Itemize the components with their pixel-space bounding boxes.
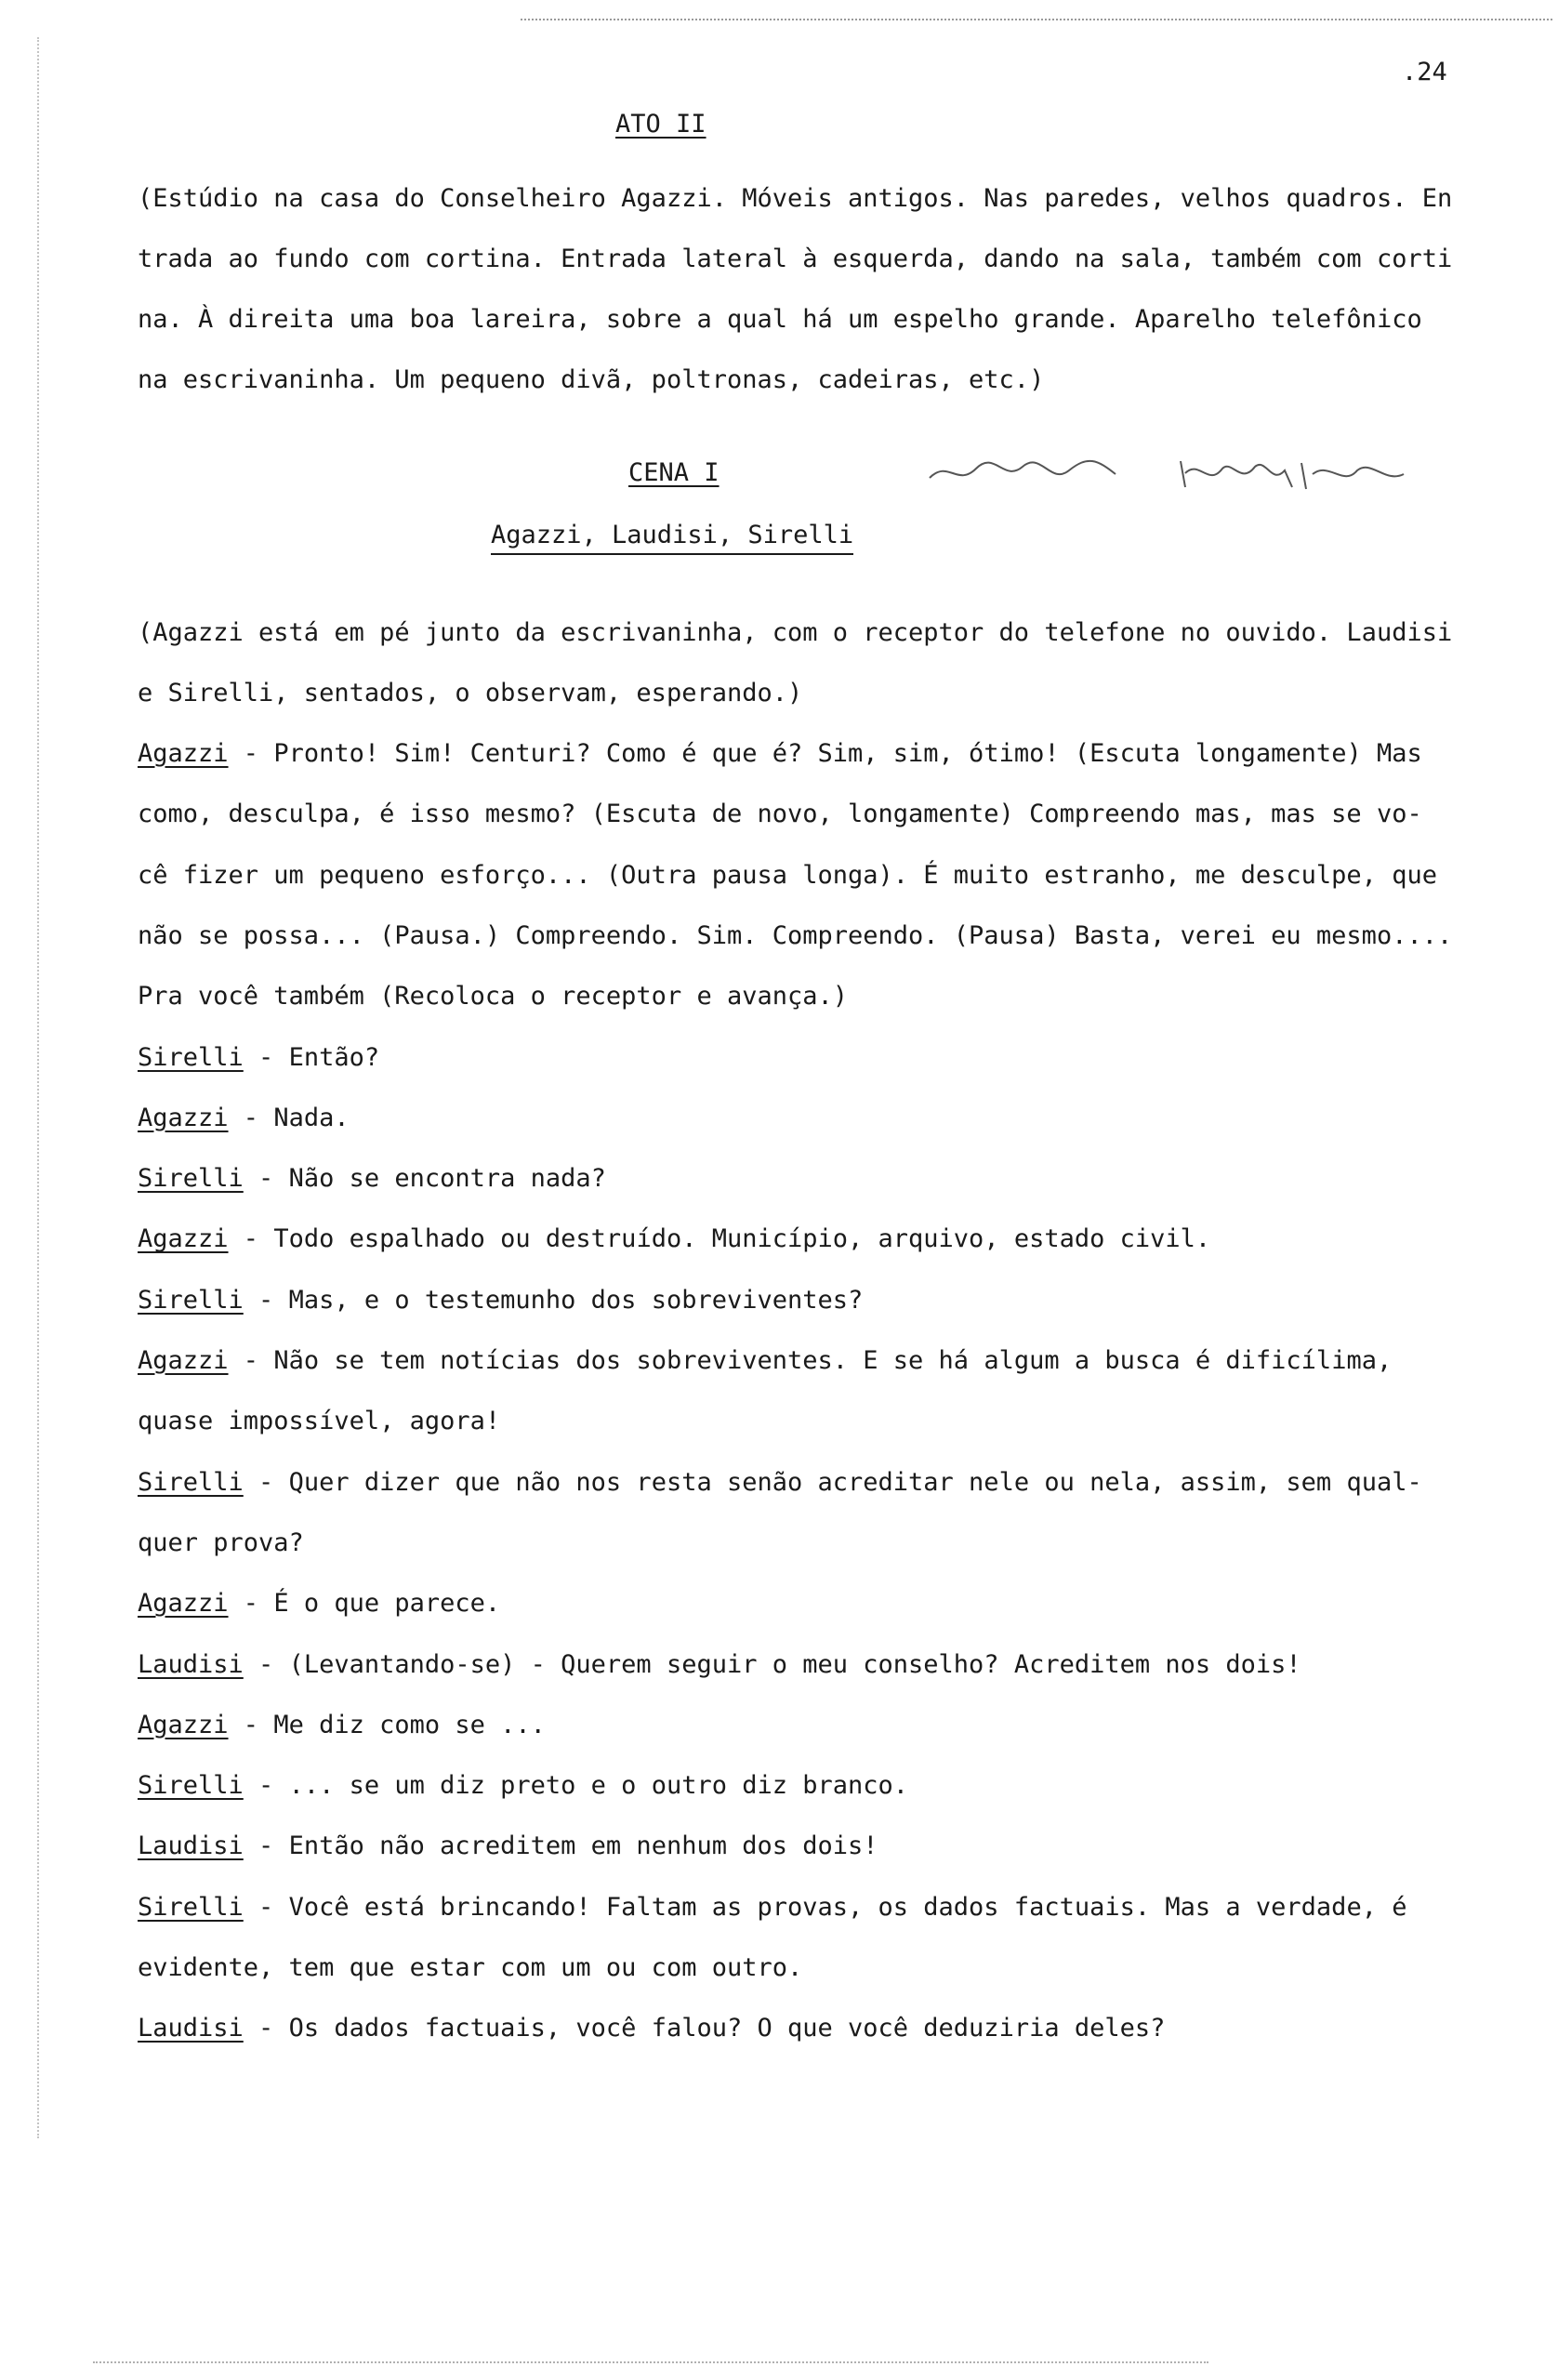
speaker-name: Laudisi [138, 2014, 244, 2043]
dialogue-line [138, 1770, 1485, 1802]
dialogue-text: - Você está brincando! Faltam as provas, os dados factuais. Mas a verdade, é [243, 1892, 1407, 1922]
stage-direction-line: (Agazzi está em pé junto da escrivaninha, com o receptor do telefone no ouvido. Laudisi [138, 618, 1453, 647]
dialogue-text: - Então não acreditem em nenhum dos dois! [243, 1831, 878, 1861]
dialogue-text: - Quer dizer que não nos resta senão acreditar nele ou nela, assim, sem qual- [243, 1467, 1422, 1497]
speaker-name: Agazzi [138, 1710, 229, 1739]
dialogue-text: - Me diz como se ... [228, 1710, 546, 1739]
dialogue-text: - Não se tem notícias dos sobreviventes. E se há algum a busca é dificílima, [228, 1346, 1393, 1375]
dialogue-text: quer prova? [138, 1527, 304, 1557]
speaker-name: Laudisi [138, 1831, 244, 1861]
dialogue-text: Pra você também (Recoloca o receptor e avança.) [138, 982, 849, 1012]
dialogue-line [138, 738, 1485, 770]
handwritten-scribble [920, 450, 1422, 496]
speaker-name: Agazzi [138, 1589, 229, 1619]
dialogue-line [138, 1892, 1485, 1924]
dialogue-text: - É o que parece. [228, 1589, 501, 1619]
dialogue-text: - Mas, e o testemunho dos sobreviventes? [243, 1285, 864, 1315]
speaker-name: Sirelli [138, 1285, 244, 1315]
speaker-name: Agazzi [138, 1224, 229, 1254]
intro-line: trada ao fundo com cortina. Entrada lateral à esquerda, dando na sala, também com corti [138, 245, 1453, 273]
dialogue-text: - (Levantando-se) - Querem seguir o meu conselho? Acreditem nos dois! [243, 1649, 1301, 1679]
speaker-name: Agazzi [138, 739, 229, 768]
dialogue-line [138, 1588, 1485, 1620]
dialogue-line [138, 799, 1485, 830]
intro-line: na. À direita uma boa lareira, sobre a qual há um espelho grande. Aparelho telefônico [138, 305, 1422, 334]
dialogue-text: - Não se encontra nada? [243, 1164, 606, 1194]
dialogue-line [138, 981, 1485, 1012]
dialogue-text: - Os dados factuais, você falou? O que você deduziria deles? [243, 2014, 1166, 2043]
dialogue-text: - Todo espalhado ou destruído. Município, arquivo, estado civil. [228, 1224, 1211, 1254]
left-margin-marks [37, 37, 58, 2138]
dialogue-text: - ... se um diz preto e o outro diz branco. [243, 1771, 909, 1801]
speaker-name: Sirelli [138, 1042, 244, 1072]
speaker-name: Agazzi [138, 1346, 229, 1375]
dialogue-line [138, 1527, 1485, 1559]
intro-line: na escrivaninha. Um pequeno divã, poltronas, cadeiras, etc.) [138, 365, 1045, 394]
dialogue-line [138, 1345, 1485, 1377]
dialogue-text: cê fizer um pequeno esforço... (Outra pausa longa). É muito estranho, me desculpe, que [138, 860, 1437, 890]
speaker-name: Laudisi [138, 1649, 244, 1679]
dialogue-text: como, desculpa, é isso mesmo? (Escuta de novo, longamente) Compreendo mas, mas se vo- [138, 800, 1422, 829]
dialogue-text: não se possa... (Pausa.) Compreendo. Sim. Compreendo. (Pausa) Basta, verei eu mesmo.... [138, 920, 1453, 950]
dialogue-text: - Então? [243, 1042, 380, 1072]
act-title: ATO II [615, 110, 706, 139]
dialogue-text: - Pronto! Sim! Centuri? Como é que é? Sim, sim, ótimo! (Escuta longamente) Mas [228, 739, 1422, 768]
dialogue-line [138, 920, 1485, 952]
speaker-name: Agazzi [138, 1103, 229, 1132]
dialogue-line [138, 1223, 1485, 1255]
intro-line: (Estúdio na casa do Conselheiro Agazzi. Móveis antigos. Nas paredes, velhos quadros. En [138, 184, 1453, 213]
dialogue-line [138, 1103, 1485, 1134]
page-number: .24 [1402, 58, 1447, 86]
dialogue-line [138, 1649, 1485, 1681]
speaker-name: Sirelli [138, 1467, 244, 1497]
dialogue-text: quase impossível, agora! [138, 1407, 501, 1436]
top-edge-rule [521, 19, 1552, 20]
stage-direction-line: e Sirelli, sentados, o observam, esperando.) [138, 679, 803, 707]
dialogue-line [138, 1406, 1485, 1437]
speaker-name: Sirelli [138, 1892, 244, 1922]
dialogue-line [138, 1831, 1485, 1862]
dialogue-text: evidente, tem que estar com um ou com outro. [138, 1953, 803, 1982]
scene-title: CENA I [628, 458, 720, 487]
dialogue-line [138, 1467, 1485, 1499]
speaker-name: Sirelli [138, 1164, 244, 1194]
dialogue-text: - Nada. [228, 1103, 350, 1132]
dialogue-line [138, 1285, 1485, 1316]
dialogue-line [138, 2013, 1485, 2044]
dialogue-line [138, 860, 1485, 892]
speaker-name: Sirelli [138, 1771, 244, 1801]
dialogue-line [138, 1952, 1485, 1984]
dialogue-line [138, 1042, 1485, 1074]
scene-characters: Agazzi, Laudisi, Sirelli [491, 521, 853, 555]
dialogue-line [138, 1710, 1485, 1741]
bottom-edge-rule [93, 2361, 1208, 2363]
dialogue-line [138, 1163, 1485, 1195]
